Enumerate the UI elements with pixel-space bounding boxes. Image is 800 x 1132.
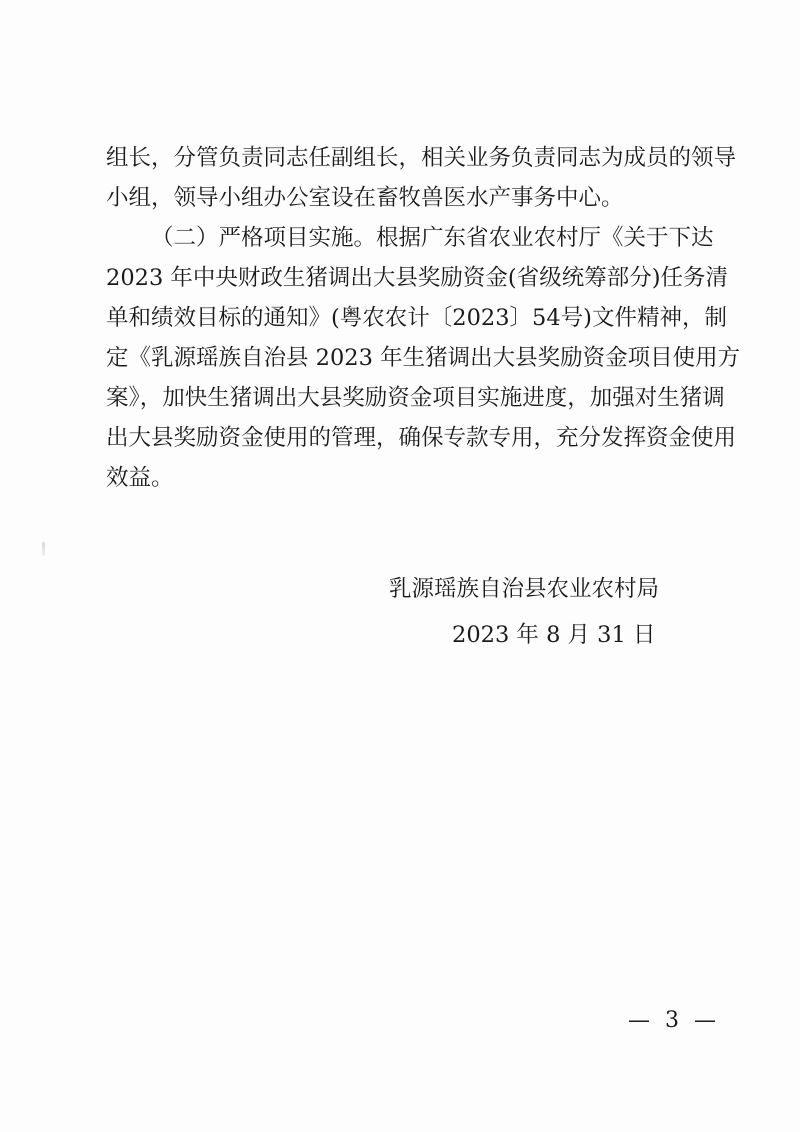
text-line: （二）严格项目实施。根据广东省农业农村厅《关于下达 xyxy=(151,225,714,251)
text-line: 单和绩效目标的通知》(粤农农计〔2023〕54号)文件精神，制 xyxy=(106,305,727,331)
text-line: 定《乳源瑶族自治县 2023 年生猪调出大县奖励资金项目使用方 xyxy=(106,345,741,371)
scan-mark xyxy=(42,542,45,556)
document-body xyxy=(106,138,741,498)
text-line: 案》，加快生猪调出大县奖励资金项目实施进度，加强对生猪调 xyxy=(106,385,725,411)
issuing-organization: 乳源瑶族自治县农业农村局 xyxy=(389,576,660,602)
text-line: 2023 年中央财政生猪调出大县奖励资金(省级统筹部分)任务清 xyxy=(106,265,728,291)
page-number: — 3 — xyxy=(628,1008,720,1033)
text-line: 出大县奖励资金使用的管理，确保专款专用，充分发挥资金使用 xyxy=(106,425,737,451)
text-line: 小组，领导小组办公室设在畜牧兽医水产事务中心。 xyxy=(106,185,624,211)
issue-date: 2023 年 8 月 31 日 xyxy=(452,622,656,648)
text-line: 组长，分管负责同志任副组长，相关业务负责同志为成员的领导 xyxy=(106,145,737,171)
text-line: 效益。 xyxy=(106,465,174,491)
